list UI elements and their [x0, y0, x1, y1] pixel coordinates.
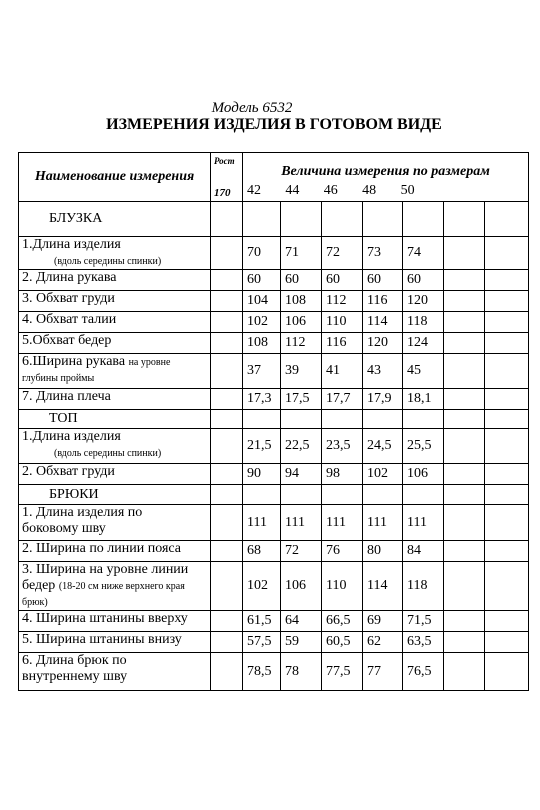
section-title — [19, 410, 211, 429]
value-text: 18,1 — [407, 391, 432, 406]
empty-cell — [444, 505, 485, 541]
measurement-name — [19, 354, 211, 389]
table-row — [19, 429, 529, 464]
size-value-42 — [243, 389, 281, 410]
measurement-note: (18-20 см ниже верхнего края — [58, 581, 185, 592]
size-value-42 — [243, 653, 281, 691]
empty-cell — [211, 410, 243, 429]
empty-cell — [485, 354, 529, 389]
size-value-42 — [243, 632, 281, 653]
measurement-label: 6. Длина брюк по — [22, 653, 127, 668]
empty-cell — [322, 485, 363, 505]
size-value-50 — [403, 291, 444, 312]
rost-cell — [211, 653, 243, 691]
value-text: 23,5 — [326, 438, 351, 453]
measurement-name — [19, 611, 211, 632]
value-text: 69 — [367, 613, 381, 628]
size-value-46 — [322, 333, 363, 354]
value-text: 24,5 — [367, 438, 392, 453]
section-label: ТОП — [49, 411, 78, 426]
section-title — [19, 202, 211, 237]
empty-cell — [485, 202, 529, 237]
size-value-48 — [363, 632, 403, 653]
value-text: 60 — [326, 272, 340, 287]
value-text: 116 — [326, 335, 347, 350]
size-value-48 — [363, 312, 403, 333]
size-value-42 — [243, 464, 281, 485]
size-label: 42 — [247, 183, 261, 198]
empty-cell — [444, 541, 485, 562]
value-text: 64 — [285, 613, 299, 628]
size-value-50 — [403, 632, 444, 653]
name-header-text: Наименование измерения — [34, 169, 195, 184]
section-row — [19, 410, 529, 429]
size-label: 48 — [362, 183, 377, 198]
rost-cell — [211, 505, 243, 541]
measurement-label: 2. Обхват груди — [22, 464, 115, 479]
value-text: 43 — [367, 363, 381, 378]
size-value-42 — [243, 291, 281, 312]
measurement-label-2: боковому шву — [22, 521, 106, 536]
measurement-name — [19, 464, 211, 485]
value-text: 59 — [285, 634, 299, 649]
size-value-42 — [243, 429, 281, 464]
empty-cell — [363, 202, 403, 237]
measurement-label: 1. Длина изделия по — [22, 505, 143, 520]
size-value-44 — [281, 333, 322, 354]
size-value-50 — [403, 611, 444, 632]
value-text: 106 — [285, 314, 306, 329]
measurement-label: 4. Ширина штанины вверху — [22, 611, 188, 626]
size-value-46 — [322, 632, 363, 653]
value-text: 60 — [367, 272, 381, 287]
measurement-label: 2. Длина рукава — [22, 270, 117, 285]
rost-cell — [211, 389, 243, 410]
measurement-name — [19, 270, 211, 291]
column-header-name — [19, 153, 211, 202]
table-row — [19, 464, 529, 485]
rost-cell — [211, 333, 243, 354]
size-value-48 — [363, 464, 403, 485]
table-row — [19, 541, 529, 562]
size-value-44 — [281, 237, 322, 270]
size-value-42 — [243, 354, 281, 389]
measurement-label: 3. Ширина на уровне линии — [22, 562, 189, 577]
value-text: 71 — [285, 245, 299, 260]
size-value-42 — [243, 270, 281, 291]
size-value-48 — [363, 270, 403, 291]
table-row — [19, 505, 529, 541]
value-text: 108 — [285, 293, 306, 308]
measurement-label-2: бедер — [22, 578, 56, 593]
value-text: 21,5 — [247, 438, 272, 453]
size-value-44 — [281, 291, 322, 312]
size-value-42 — [243, 505, 281, 541]
empty-cell — [485, 270, 529, 291]
size-value-50 — [403, 333, 444, 354]
size-value-48 — [363, 237, 403, 270]
empty-cell — [444, 562, 485, 611]
empty-cell — [444, 485, 485, 505]
size-value-42 — [243, 312, 281, 333]
measurement-note: (вдоль середины спинки) — [54, 256, 162, 267]
size-value-46 — [322, 464, 363, 485]
size-value-44 — [281, 505, 322, 541]
size-value-44 — [281, 464, 322, 485]
table-row — [19, 653, 529, 691]
rost-cell — [211, 270, 243, 291]
measurement-name — [19, 632, 211, 653]
size-value-48 — [363, 505, 403, 541]
value-text: 60 — [407, 272, 421, 287]
value-text: 66,5 — [326, 613, 351, 628]
value-text: 120 — [367, 335, 388, 350]
empty-cell — [485, 237, 529, 270]
empty-cell — [444, 270, 485, 291]
size-value-46 — [322, 429, 363, 464]
value-text: 111 — [326, 514, 346, 530]
empty-cell — [485, 653, 529, 691]
rost-cell — [211, 291, 243, 312]
table-row — [19, 270, 529, 291]
measurement-name — [19, 562, 211, 611]
size-value-48 — [363, 611, 403, 632]
section-label: БРЮКИ — [49, 486, 99, 502]
measurement-name — [19, 312, 211, 333]
size-value-46 — [322, 312, 363, 333]
measurement-name — [19, 237, 211, 270]
rost-cell — [211, 429, 243, 464]
empty-cell — [281, 485, 322, 505]
size-value-50 — [403, 429, 444, 464]
measurement-note: глубины проймы — [22, 373, 95, 384]
empty-cell — [243, 485, 281, 505]
size-value-50 — [403, 270, 444, 291]
value-text: 17,7 — [326, 391, 351, 406]
table-row — [19, 312, 529, 333]
table-row — [19, 333, 529, 354]
measurement-name — [19, 333, 211, 354]
empty-cell — [444, 389, 485, 410]
section-row — [19, 202, 529, 237]
size-value-42 — [243, 611, 281, 632]
measurement-name — [19, 429, 211, 464]
value-text: 98 — [326, 466, 340, 481]
value-text: 116 — [367, 293, 388, 308]
table-row — [19, 237, 529, 270]
empty-cell — [211, 202, 243, 237]
empty-cell — [485, 464, 529, 485]
size-value-44 — [281, 562, 322, 611]
size-value-44 — [281, 632, 322, 653]
value-text: 106 — [285, 578, 306, 593]
empty-cell — [281, 202, 322, 237]
rost-cell — [211, 237, 243, 270]
value-text: 74 — [407, 245, 421, 260]
rost-header — [211, 153, 243, 202]
empty-cell — [444, 632, 485, 653]
empty-cell — [444, 202, 485, 237]
size-value-42 — [243, 562, 281, 611]
size-value-46 — [322, 237, 363, 270]
table-row — [19, 389, 529, 410]
empty-cell — [444, 354, 485, 389]
value-text: 72 — [285, 543, 299, 558]
size-value-44 — [281, 541, 322, 562]
empty-cell — [281, 410, 322, 429]
value-text: 90 — [247, 466, 261, 481]
empty-cell — [485, 333, 529, 354]
size-value-50 — [403, 464, 444, 485]
value-text: 102 — [247, 314, 268, 329]
value-text: 25,5 — [407, 438, 432, 453]
size-value-42 — [243, 541, 281, 562]
empty-cell — [485, 611, 529, 632]
measurement-label: 1.Длина изделия — [22, 237, 121, 252]
header-row — [19, 153, 529, 202]
table-row — [19, 291, 529, 312]
size-value-46 — [322, 562, 363, 611]
size-value-50 — [403, 505, 444, 541]
value-text: 111 — [247, 514, 267, 530]
value-text: 60 — [247, 272, 261, 287]
measurement-label: 5. Ширина штанины внизу — [22, 632, 182, 647]
value-text: 118 — [407, 314, 428, 329]
size-value-50 — [403, 562, 444, 611]
value-text: 62 — [367, 634, 381, 649]
empty-cell — [243, 410, 281, 429]
value-text: 77 — [367, 663, 381, 679]
size-value-44 — [281, 312, 322, 333]
size-value-50 — [403, 237, 444, 270]
value-text: 41 — [326, 363, 340, 378]
measurement-label-2: внутреннему шву — [22, 669, 128, 684]
size-value-44 — [281, 389, 322, 410]
size-value-46 — [322, 389, 363, 410]
value-text: 108 — [247, 335, 268, 350]
value-text: 111 — [407, 514, 427, 530]
value-text: 17,5 — [285, 391, 310, 406]
model-number: Модель 6532 — [211, 100, 293, 116]
empty-cell — [485, 541, 529, 562]
rost-cell — [211, 354, 243, 389]
size-value-50 — [403, 389, 444, 410]
size-value-48 — [363, 541, 403, 562]
value-text: 60 — [285, 272, 299, 287]
size-value-46 — [322, 611, 363, 632]
measurement-name — [19, 389, 211, 410]
rost-cell — [211, 632, 243, 653]
rost-cell — [211, 611, 243, 632]
empty-cell — [485, 562, 529, 611]
measurement-label: 2. Ширина по линии пояса — [22, 541, 182, 556]
section-label: БЛУЗКА — [49, 211, 103, 226]
empty-cell — [485, 429, 529, 464]
empty-cell — [444, 312, 485, 333]
empty-cell — [403, 485, 444, 505]
size-value-44 — [281, 270, 322, 291]
value-text: 78,5 — [247, 663, 272, 679]
table-row — [19, 611, 529, 632]
value-text: 72 — [326, 245, 340, 260]
value-text: 111 — [285, 514, 305, 530]
sizes-header-text: Величина измерения по размерам — [281, 164, 490, 179]
value-text: 110 — [326, 314, 347, 329]
empty-cell — [243, 202, 281, 237]
empty-cell — [444, 410, 485, 429]
size-value-48 — [363, 354, 403, 389]
value-text: 60,5 — [326, 634, 351, 649]
value-text: 17,3 — [247, 391, 272, 406]
value-text: 104 — [247, 293, 268, 308]
rost-value: 170 — [214, 187, 231, 199]
value-text: 57,5 — [247, 634, 272, 649]
value-text: 111 — [367, 514, 387, 530]
empty-cell — [485, 485, 529, 505]
empty-cell — [485, 291, 529, 312]
size-value-48 — [363, 333, 403, 354]
empty-cell — [322, 410, 363, 429]
document-title: ИЗМЕРЕНИЯ ИЗДЕЛИЯ В ГОТОВОМ ВИДЕ — [106, 116, 442, 133]
value-text: 61,5 — [247, 613, 272, 628]
empty-cell — [485, 410, 529, 429]
measurement-label: 3. Обхват груди — [22, 291, 115, 306]
empty-cell — [403, 202, 444, 237]
size-value-46 — [322, 505, 363, 541]
size-value-44 — [281, 611, 322, 632]
value-text: 80 — [367, 543, 381, 558]
size-value-50 — [403, 354, 444, 389]
empty-cell — [444, 653, 485, 691]
rost-cell — [211, 464, 243, 485]
measurement-name — [19, 541, 211, 562]
empty-cell — [211, 485, 243, 505]
value-text: 76,5 — [407, 663, 432, 679]
rost-label: Рост — [214, 156, 235, 166]
size-value-48 — [363, 291, 403, 312]
empty-cell — [485, 389, 529, 410]
empty-cell — [444, 291, 485, 312]
rost-cell — [211, 312, 243, 333]
value-text: 106 — [407, 466, 428, 481]
section-title — [19, 485, 211, 505]
measurement-note: на уровне — [128, 357, 171, 368]
value-text: 120 — [407, 293, 428, 308]
size-value-50 — [403, 312, 444, 333]
value-text: 63,5 — [407, 634, 432, 649]
value-text: 22,5 — [285, 438, 310, 453]
value-text: 112 — [285, 335, 306, 350]
size-value-42 — [243, 237, 281, 270]
size-value-46 — [322, 291, 363, 312]
measurement-label: 7. Длина плеча — [22, 389, 111, 404]
empty-cell — [444, 237, 485, 270]
measurement-note: брюк) — [22, 597, 48, 608]
size-value-44 — [281, 354, 322, 389]
size-value-44 — [281, 429, 322, 464]
value-text: 70 — [247, 245, 261, 260]
size-value-48 — [363, 562, 403, 611]
value-text: 124 — [407, 335, 428, 350]
size-value-44 — [281, 653, 322, 691]
size-value-46 — [322, 653, 363, 691]
size-label: 46 — [323, 183, 338, 198]
size-label: 50 — [400, 183, 415, 198]
empty-cell — [485, 505, 529, 541]
size-value-46 — [322, 270, 363, 291]
value-text: 114 — [367, 314, 388, 329]
measurement-label: 1.Длина изделия — [22, 429, 121, 444]
rost-cell — [211, 541, 243, 562]
measurement-name — [19, 505, 211, 541]
empty-cell — [403, 410, 444, 429]
value-text: 94 — [285, 466, 299, 481]
value-text: 45 — [407, 363, 421, 378]
measurement-name — [19, 653, 211, 691]
value-text: 102 — [367, 466, 388, 481]
value-text: 68 — [247, 543, 261, 558]
measurement-label: 5.Обхват бедер — [22, 333, 112, 348]
empty-cell — [444, 611, 485, 632]
table-row — [19, 632, 529, 653]
size-value-50 — [403, 653, 444, 691]
measurement-note: (вдоль середины спинки) — [54, 448, 162, 459]
table-row — [19, 354, 529, 389]
empty-cell — [485, 632, 529, 653]
value-text: 17,9 — [367, 391, 392, 406]
size-value-48 — [363, 429, 403, 464]
empty-cell — [444, 333, 485, 354]
size-label: 44 — [285, 183, 300, 198]
value-text: 84 — [407, 543, 421, 558]
value-text: 114 — [367, 578, 388, 593]
value-text: 112 — [326, 293, 347, 308]
value-text: 71,5 — [407, 613, 432, 628]
value-text: 76 — [326, 543, 340, 558]
size-value-46 — [322, 541, 363, 562]
measurement-label: 4. Обхват талии — [22, 312, 117, 327]
measurements-table — [18, 152, 529, 691]
size-value-46 — [322, 354, 363, 389]
size-value-48 — [363, 653, 403, 691]
size-value-42 — [243, 333, 281, 354]
empty-cell — [444, 429, 485, 464]
value-text: 39 — [285, 363, 299, 378]
value-text: 78 — [285, 663, 299, 679]
measurement-label: 6.Ширина рукава — [22, 354, 126, 369]
value-text: 110 — [326, 578, 347, 593]
value-text: 77,5 — [326, 663, 351, 679]
rost-cell — [211, 562, 243, 611]
section-row — [19, 485, 529, 505]
value-text: 118 — [407, 578, 428, 593]
empty-cell — [485, 312, 529, 333]
empty-cell — [363, 485, 403, 505]
sizes-header — [243, 153, 529, 202]
size-value-48 — [363, 389, 403, 410]
empty-cell — [363, 410, 403, 429]
value-text: 73 — [367, 245, 381, 260]
value-text: 37 — [247, 363, 261, 378]
empty-cell — [322, 202, 363, 237]
size-value-50 — [403, 541, 444, 562]
measurement-name — [19, 291, 211, 312]
empty-cell — [444, 464, 485, 485]
value-text: 102 — [247, 578, 268, 593]
table-row — [19, 562, 529, 611]
